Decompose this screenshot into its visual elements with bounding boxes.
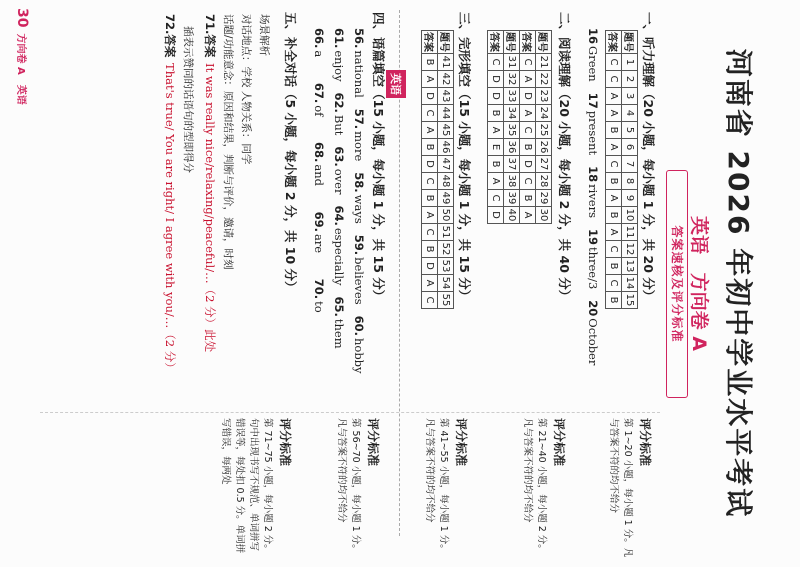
answer: hobby — [352, 337, 366, 374]
cell: A — [606, 88, 622, 105]
cell: 15 — [622, 292, 638, 309]
q-number: 67. — [312, 82, 326, 104]
cell: C — [520, 122, 536, 139]
cell: A — [488, 173, 504, 190]
scoring-caption: 评分标准 — [638, 418, 652, 467]
cell: A — [606, 224, 622, 241]
table-row — [438, 31, 454, 309]
cell: C — [520, 173, 536, 190]
cell: C — [606, 71, 622, 88]
cell: 26 — [536, 139, 552, 156]
section-4-line-2 — [332, 28, 346, 349]
cell: C — [422, 292, 438, 309]
cell: C — [606, 275, 622, 292]
section-4-title: 四、语篇填空（15 小题，每小题 1 分，共 15 分） — [371, 12, 386, 303]
scoring-text: 第 41~55 小题，每小题 1 分。凡与答案不符的均不给分 — [424, 418, 449, 554]
cell: 39 — [504, 190, 520, 207]
answer: Green — [586, 46, 600, 82]
cell: B — [606, 292, 622, 309]
cell: 52 — [438, 241, 454, 258]
answer: over — [332, 168, 346, 195]
cell: 28 — [536, 173, 552, 190]
cell: B — [606, 258, 622, 275]
cell: 8 — [622, 173, 638, 190]
answer: to — [312, 301, 326, 313]
q-number: 20 — [586, 300, 600, 317]
cell: 30 — [536, 207, 552, 224]
q-number: 66. — [312, 28, 326, 49]
q-number: 18 — [586, 166, 600, 183]
cell: B — [520, 139, 536, 156]
cell: 34 — [504, 105, 520, 122]
q-number: 64. — [332, 205, 346, 226]
paper-name: 方向卷 A — [688, 272, 710, 351]
answer: ways — [352, 194, 366, 224]
table-row — [520, 31, 536, 224]
cell: B — [606, 122, 622, 139]
cell: B — [422, 54, 438, 71]
cell: 44 — [438, 105, 454, 122]
cell: 35 — [504, 122, 520, 139]
q-number: 19 — [586, 228, 600, 245]
cell: A — [606, 190, 622, 207]
section-3-title: 三、完形填空（15 小题，每小题 1 分，共 15 分） — [457, 12, 472, 303]
cell: 32 — [504, 71, 520, 88]
q-number: 71.答案 — [203, 14, 217, 58]
subject: 英语 — [688, 216, 710, 255]
cell: 50 — [438, 207, 454, 224]
scoring-text: 第 71~75 小题，每小题 2 分。句中出现书写不规范、单词拼写错误等，每处扣 0.5 分。单词拼写错误，每两处 — [220, 418, 273, 554]
scoring-text: 第 56~70 小题，每小题 1 分。凡与答案不符的均不给分 — [336, 418, 361, 554]
cell: C — [488, 190, 504, 207]
cell: 45 — [438, 122, 454, 139]
answer: of — [312, 105, 326, 117]
cell: 11 — [622, 224, 638, 241]
cell: 14 — [622, 275, 638, 292]
cell: C — [422, 105, 438, 122]
cell: 4 — [622, 105, 638, 122]
cell: 55 — [438, 292, 454, 309]
answer: It was really nice/relaxing/peaceful/…（2 分）此处 — [203, 63, 217, 353]
cell: A — [520, 105, 536, 122]
cell: 31 — [504, 54, 520, 71]
cell: B — [422, 241, 438, 258]
section-1-fill — [586, 28, 600, 365]
answer: them — [332, 318, 346, 349]
q-number: 70. — [312, 278, 326, 300]
cell: B — [422, 139, 438, 156]
cell: 29 — [536, 190, 552, 207]
cell: 5 — [622, 122, 638, 139]
section-4-line-1 — [352, 28, 366, 374]
section-3-table — [421, 30, 454, 309]
cell: C — [422, 224, 438, 241]
scoring-text: 第 21~40 小题，每小题 2 分。凡与答案不符的均不给分 — [522, 418, 547, 554]
section-2-title: 二、阅读理解（20 小题，每小题 2 分，共 40 分） — [557, 12, 572, 303]
scene-location: 对话地点：学校 人物关系：同学 — [240, 14, 252, 165]
cell: C — [606, 241, 622, 258]
cell: 53 — [438, 258, 454, 275]
cell: A — [520, 71, 536, 88]
answer: three/3 — [586, 246, 600, 290]
cell: A — [422, 275, 438, 292]
scoring-block-2 — [520, 418, 568, 558]
q-number: 61. — [332, 28, 346, 49]
cell: 9 — [622, 190, 638, 207]
scoring-caption: 评分标准 — [278, 418, 292, 467]
cell: 36 — [504, 139, 520, 156]
cell: A — [422, 71, 438, 88]
cell: C — [422, 173, 438, 190]
section-4-line-3 — [312, 28, 326, 313]
cell: 12 — [622, 241, 638, 258]
answer: But — [332, 114, 346, 136]
cell: 54 — [438, 275, 454, 292]
row-label: 答案 — [520, 31, 536, 54]
answer-banner: 答案速核及评分标准 — [666, 170, 688, 398]
subject-tag: 英语 — [386, 70, 406, 98]
q-number: 16 — [586, 28, 600, 45]
cell: A — [488, 122, 504, 139]
row-label: 题号 — [536, 31, 552, 54]
cell: D — [488, 207, 504, 224]
scoring-block-5 — [218, 418, 294, 558]
cell: C — [488, 54, 504, 71]
section-5-title: 五、补全对话（5 小题，每小题 2 分，共 10 分） — [283, 12, 298, 294]
cell: 27 — [536, 156, 552, 173]
q-number: 65. — [332, 296, 346, 317]
q72-note: 插表示赞同的话语句的型即得分 — [182, 26, 194, 173]
cell: 46 — [438, 139, 454, 156]
exam-title: 河南省 2026 年初中学业水平考试 — [722, 48, 755, 519]
cell: 21 — [536, 54, 552, 71]
cell: 1 — [622, 54, 638, 71]
cell: 42 — [438, 71, 454, 88]
row-label: 题号 — [622, 31, 638, 54]
q-number: 59. — [352, 234, 366, 256]
row-label: 题号 — [438, 31, 454, 54]
table-row — [536, 31, 552, 224]
cell: A — [606, 139, 622, 156]
scoring-caption: 评分标准 — [552, 418, 566, 467]
answer: are — [312, 233, 326, 254]
cell: 3 — [622, 88, 638, 105]
scoring-text: 第 1~20 小题，每小题 1 分。凡与答案不符的均不给分 — [608, 418, 633, 558]
scoring-caption: 评分标准 — [366, 418, 380, 467]
scoring-block-3 — [422, 418, 470, 558]
answer: That's true/ You are right/ I agree with you/…（2 分） — [163, 63, 177, 374]
q-number: 58. — [352, 172, 366, 193]
cell: A — [422, 122, 438, 139]
cell: 25 — [536, 122, 552, 139]
cell: 24 — [536, 105, 552, 122]
cell: 38 — [504, 173, 520, 190]
answer: rivers — [586, 184, 600, 218]
cell: D — [520, 88, 536, 105]
answer: especially — [332, 227, 346, 286]
cell: D — [422, 88, 438, 105]
page-number-value: 30 — [14, 8, 30, 28]
q-number: 56. — [352, 28, 366, 49]
q-number: 63. — [332, 146, 346, 167]
q-number: 72.答案 — [163, 14, 177, 58]
cell: 48 — [438, 173, 454, 190]
cell: E — [488, 139, 504, 156]
page-number — [14, 8, 30, 105]
cell: 51 — [438, 224, 454, 241]
scene-analysis: 场景解析 — [258, 14, 270, 56]
cell: B — [488, 105, 504, 122]
cell: 37 — [504, 156, 520, 173]
cell: 47 — [438, 156, 454, 173]
cell: C — [606, 156, 622, 173]
cell: 6 — [622, 139, 638, 156]
cell: A — [422, 207, 438, 224]
table-row — [622, 31, 638, 309]
section-1-table — [605, 30, 638, 309]
cell: 43 — [438, 88, 454, 105]
cell: A — [520, 207, 536, 224]
scoring-caption: 评分标准 — [454, 418, 468, 467]
row-label: 答案 — [606, 31, 622, 54]
footer-label: 方向卷 A 英语 — [15, 33, 26, 105]
row-label: 答案 — [422, 31, 438, 54]
table-row — [606, 31, 622, 309]
cell: 49 — [438, 190, 454, 207]
cell: B — [606, 207, 622, 224]
answer: believes — [352, 257, 366, 305]
section-2-table — [487, 30, 552, 224]
answer: October — [586, 318, 600, 366]
q-number: 17 — [586, 92, 600, 109]
cell: D — [488, 71, 504, 88]
cell: C — [520, 54, 536, 71]
table-row — [504, 31, 520, 224]
subject-line — [687, 0, 714, 567]
column-divider — [40, 412, 660, 413]
cell: 33 — [504, 88, 520, 105]
q-number: 69. — [312, 211, 326, 232]
cell: B — [488, 156, 504, 173]
scoring-block-1 — [606, 418, 654, 558]
cell: 41 — [438, 54, 454, 71]
cell: 2 — [622, 71, 638, 88]
q-number: 68. — [312, 141, 326, 163]
table-row — [488, 31, 504, 224]
cell: C — [606, 54, 622, 71]
cell: B — [606, 173, 622, 190]
cell: D — [488, 88, 504, 105]
row-label: 题号 — [504, 31, 520, 54]
answer: a — [312, 50, 326, 58]
q-number: 62. — [332, 92, 346, 113]
answer: present — [586, 110, 600, 156]
q-number: 60. — [352, 315, 366, 336]
answer: national — [352, 50, 366, 98]
q72-answer — [162, 14, 178, 374]
scene-topic: 话题/功能意念：原因和结果，判断与评价，邀请，时刻 — [222, 14, 234, 270]
cell: B — [520, 190, 536, 207]
section-1-title: 一、听力理解（20 小题，每小题 1 分，共 20 分） — [641, 12, 656, 303]
cell: 22 — [536, 71, 552, 88]
cell: 7 — [622, 156, 638, 173]
cell: B — [422, 190, 438, 207]
answer: more — [352, 131, 366, 162]
cell: D — [422, 258, 438, 275]
cell: D — [520, 156, 536, 173]
cell: 13 — [622, 258, 638, 275]
cell: 10 — [622, 207, 638, 224]
cell: 23 — [536, 88, 552, 105]
cell: D — [422, 156, 438, 173]
cell: A — [606, 105, 622, 122]
answer: enjoy — [332, 50, 346, 82]
cell: 40 — [504, 207, 520, 224]
table-row — [422, 31, 438, 309]
q71-answer — [202, 14, 218, 352]
q-number: 57. — [352, 108, 366, 130]
answer: and — [312, 164, 326, 186]
row-label: 答案 — [488, 31, 504, 54]
scoring-block-4 — [334, 418, 382, 558]
